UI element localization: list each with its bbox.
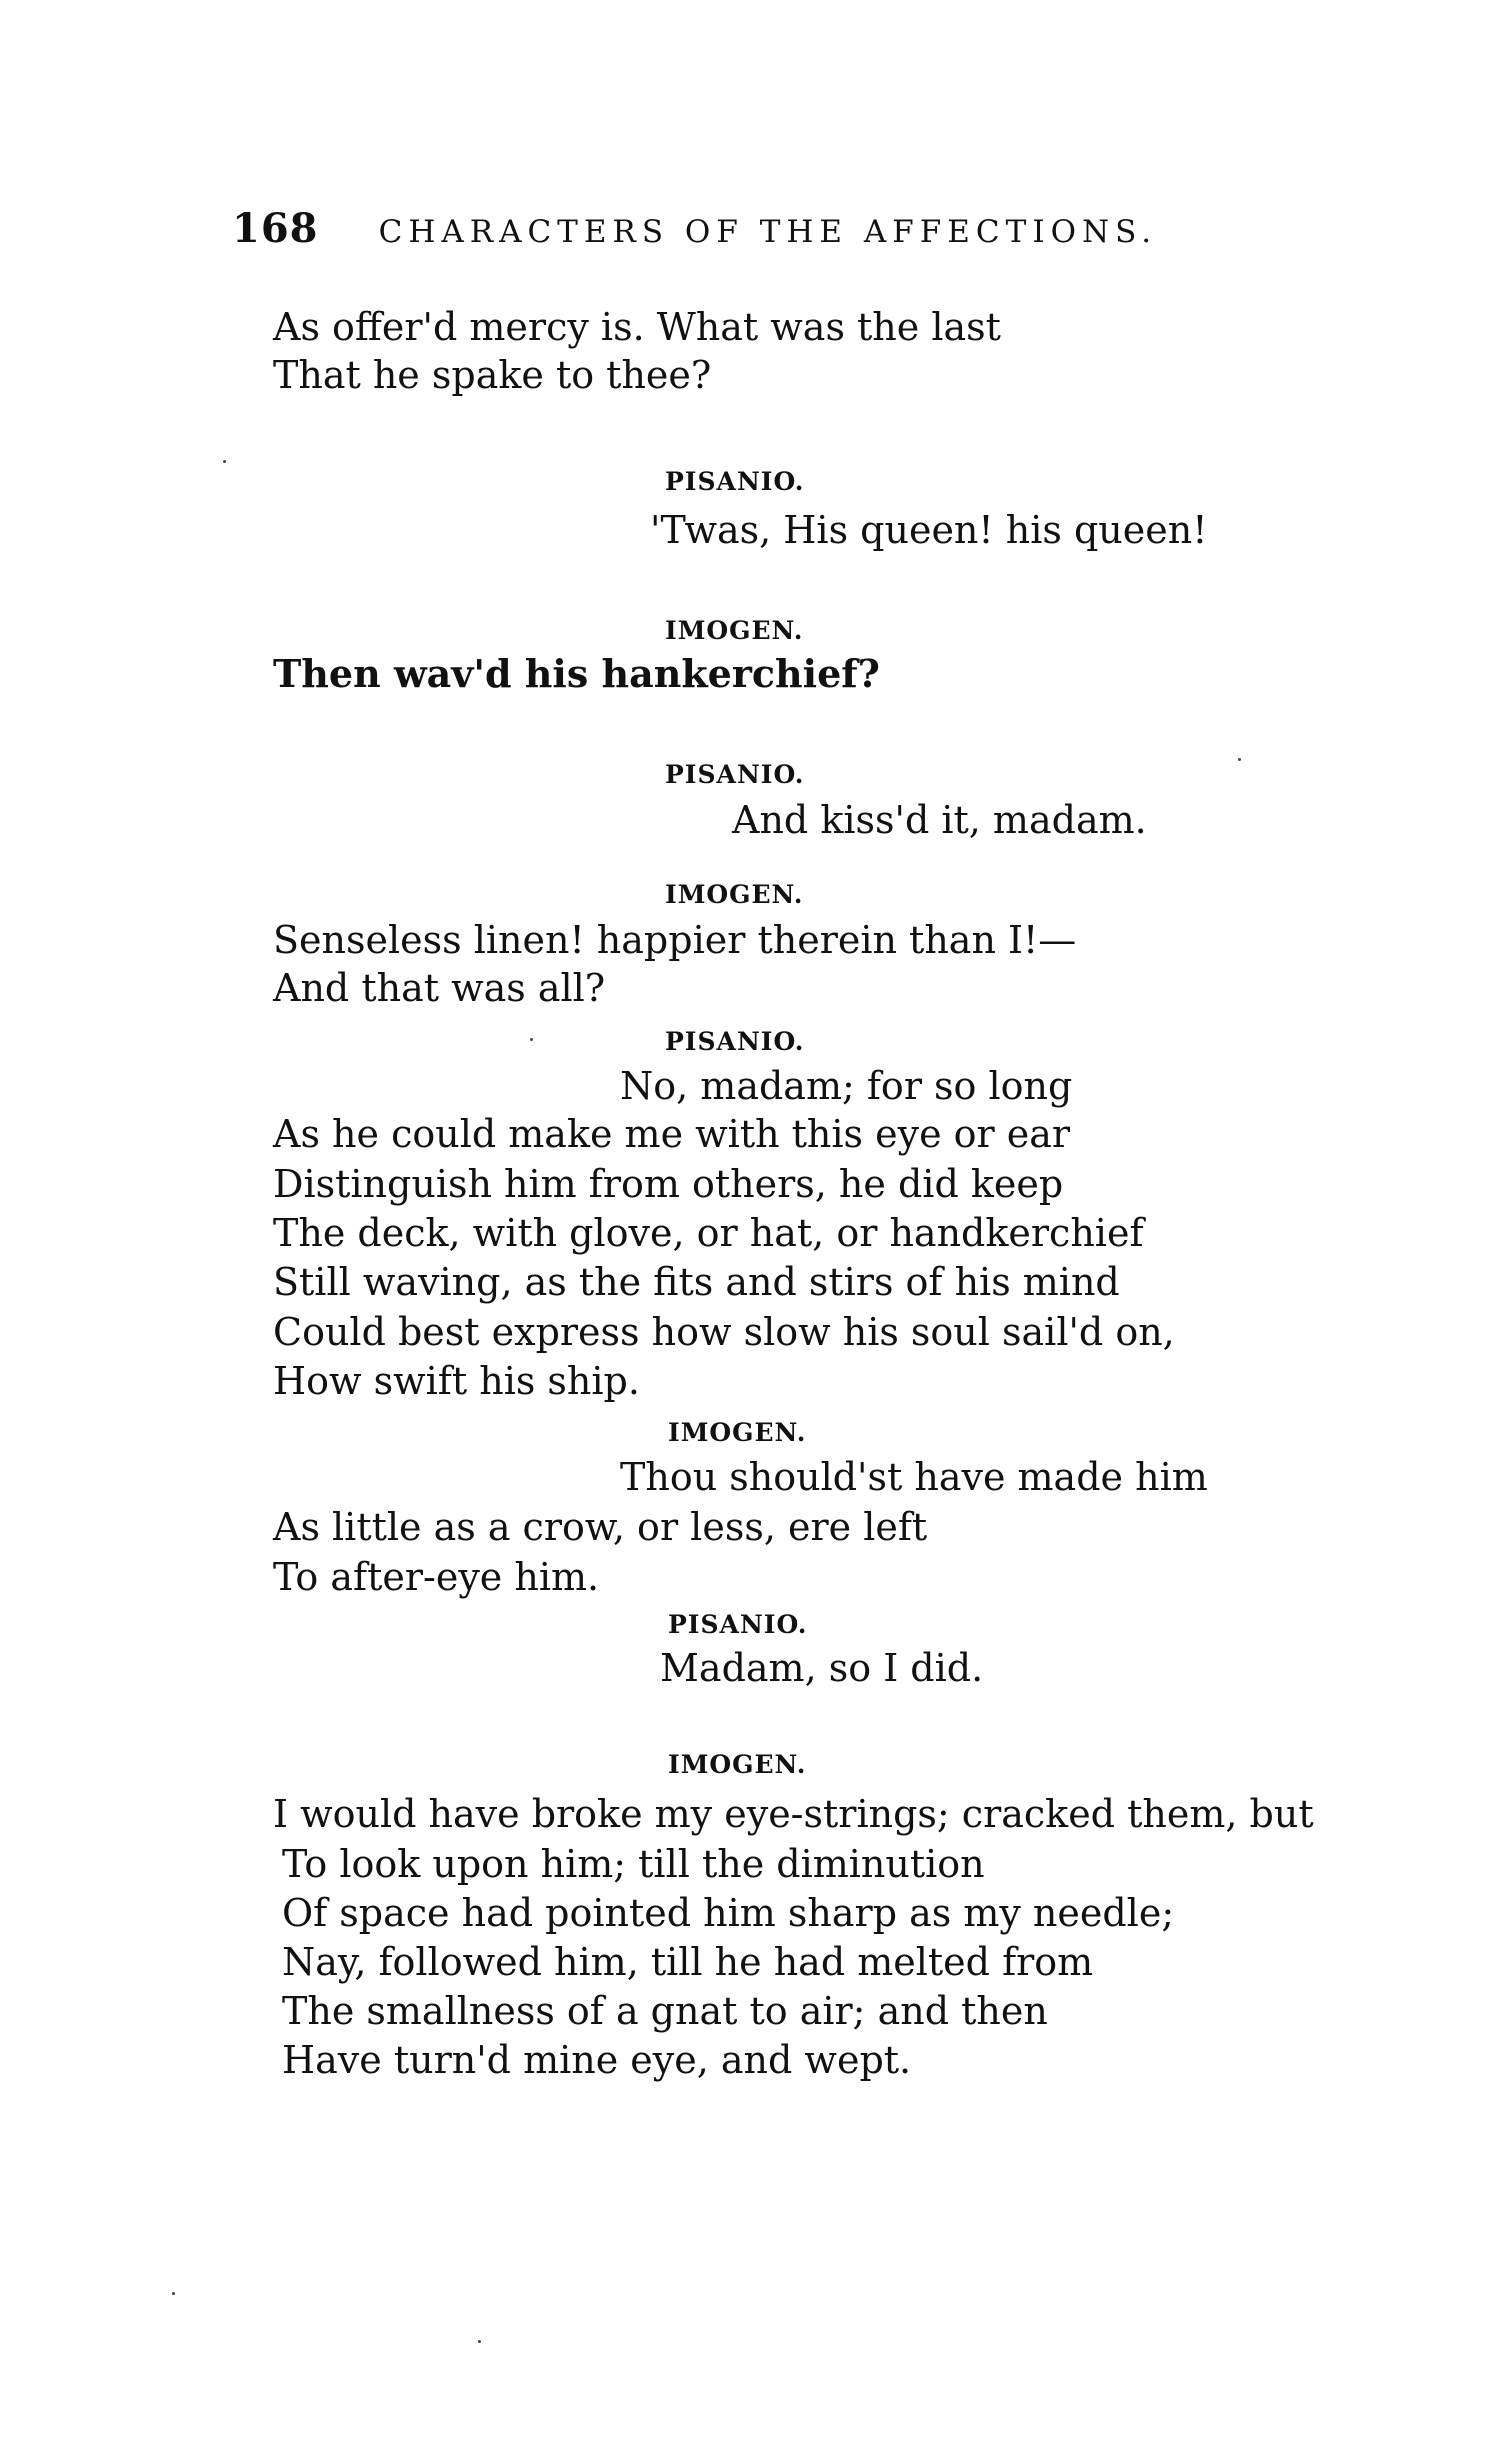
speaker-name: IMOGEN. — [665, 616, 804, 645]
verse-line: Then wav'd his hankerchief? — [273, 651, 880, 696]
verse-line: To look upon him; till the diminution — [282, 1842, 985, 1886]
page-number: 168 — [232, 205, 319, 252]
running-title: CHARACTERS OF THE AFFECTIONS. — [378, 214, 1158, 250]
verse-line: Could best express how slow his soul sail'd on, — [273, 1310, 1175, 1354]
verse-line: To after-eye him. — [273, 1555, 600, 1599]
verse-line: How swift his ship. — [273, 1359, 640, 1403]
verse-line: Madam, so I did. — [660, 1646, 984, 1690]
speaker-name: PISANIO. — [665, 1027, 805, 1056]
verse-line: That he spake to thee? — [273, 353, 712, 397]
verse-line: 'Twas, His queen! his queen! — [650, 508, 1208, 552]
verse-line: The smallness of a gnat to air; and then — [282, 1989, 1048, 2033]
verse-line: Have turn'd mine eye, and wept. — [282, 2038, 912, 2082]
verse-line: Thou should'st have made him — [620, 1455, 1208, 1499]
speaker-name: PISANIO. — [665, 760, 805, 789]
verse-line: And that was all? — [273, 966, 606, 1010]
scan-speck — [1238, 758, 1241, 761]
speaker-name: IMOGEN. — [665, 880, 804, 909]
speaker-name: IMOGEN. — [668, 1418, 807, 1447]
verse-line: Nay, followed him, till he had melted from — [282, 1940, 1094, 1984]
verse-line: And kiss'd it, madam. — [732, 798, 1147, 842]
scan-speck — [478, 2340, 481, 2343]
verse-line: Senseless linen! happier therein than I!— — [273, 918, 1077, 962]
verse-line: I would have broke my eye-strings; cracked them, but — [273, 1792, 1314, 1836]
verse-line: As he could make me with this eye or ear — [273, 1112, 1071, 1156]
scan-speck — [530, 1038, 533, 1041]
verse-line: Still waving, as the fits and stirs of his mind — [273, 1260, 1120, 1304]
running-header — [232, 205, 1157, 252]
speaker-name: PISANIO. — [668, 1610, 808, 1639]
verse-line: No, madam; for so long — [620, 1064, 1073, 1108]
scan-speck — [172, 2292, 175, 2295]
speaker-name: IMOGEN. — [668, 1750, 807, 1779]
scan-speck — [223, 460, 226, 463]
speaker-name: PISANIO. — [665, 467, 805, 496]
verse-line: Of space had pointed him sharp as my needle; — [282, 1891, 1175, 1935]
verse-line: As offer'd mercy is. What was the last — [273, 305, 1001, 349]
verse-line: The deck, with glove, or hat, or handkerchief — [273, 1211, 1144, 1255]
verse-line: Distinguish him from others, he did keep — [273, 1162, 1064, 1206]
verse-line: As little as a crow, or less, ere left — [273, 1505, 928, 1549]
